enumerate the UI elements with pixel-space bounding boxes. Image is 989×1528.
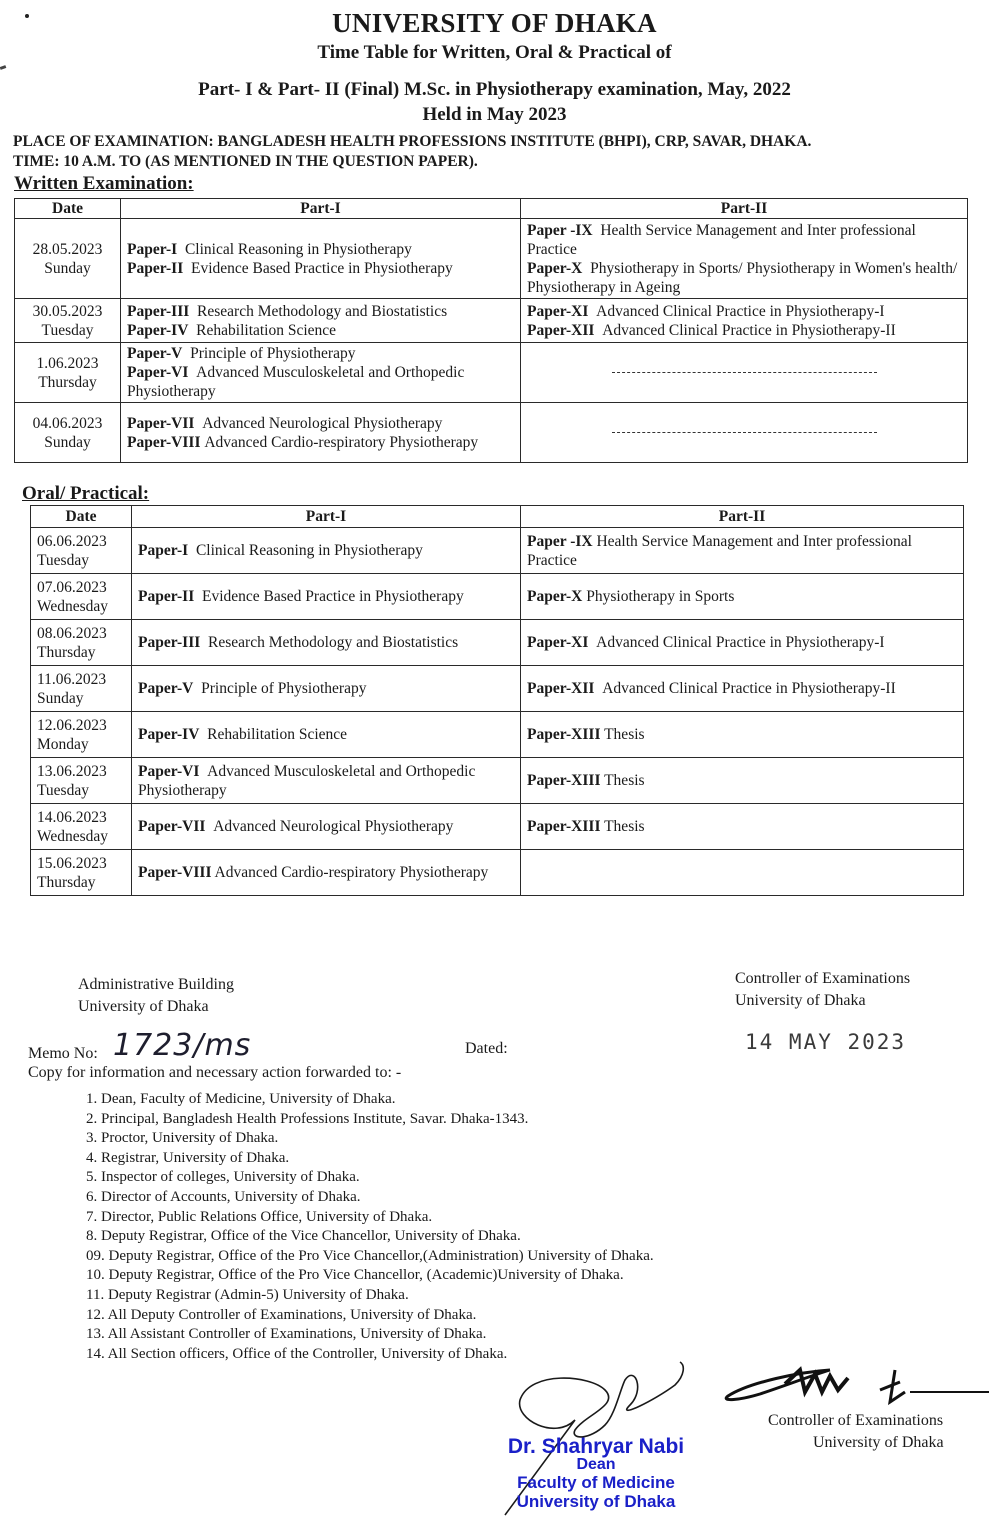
date-value: 06.06.2023	[37, 532, 107, 550]
paper-code: Paper-III	[127, 302, 190, 320]
paper-title: Physiotherapy in Sports/ Physiotherapy in Women's health/ Physiotherapy in Ageing	[527, 259, 958, 296]
part2-cell	[521, 528, 964, 574]
paper-title: Clinical Reasoning in Physiotherapy	[184, 240, 412, 258]
list-item: 6. Director of Accounts, University of Dhaka.	[86, 1188, 361, 1205]
date-value: 11.06.2023	[37, 670, 107, 688]
day-value: Monday	[37, 735, 89, 753]
controller-line-1: Controller of Examinations	[735, 970, 911, 987]
copy-forward-note: Copy for information and necessary action forwarded to: -	[28, 1064, 402, 1081]
part2-cell-empty	[521, 343, 968, 403]
table-row	[15, 403, 968, 463]
paper-title: Research Methodology and Biostatistics	[197, 302, 448, 320]
date-value: 12.06.2023	[37, 716, 107, 734]
part1-cell	[132, 758, 521, 804]
paper-title: Health Service Management and Inter professional Practice	[527, 532, 912, 569]
part2-cell	[521, 758, 964, 804]
paper-title: Advanced Clinical Practice in Physiotherapy-I	[596, 634, 885, 651]
subtitle-program: Part- I & Part- II (Final) M.Sc. in Physiotherapy examination, May, 2022	[198, 79, 791, 100]
part1-cell	[132, 666, 521, 712]
list-item: 3. Proctor, University of Dhaka.	[86, 1130, 279, 1147]
paper-code: Paper-XI	[527, 634, 589, 651]
paper-title: Thesis	[604, 772, 645, 789]
day-value: Sunday	[37, 689, 84, 707]
dean-stamp-faculty: Faculty of Medicine	[517, 1473, 675, 1492]
address-line-1: Administrative Building	[78, 976, 234, 993]
list-item: 09. Deputy Registrar, Office of the Pro Vice Chancellor,(Administration) University of Dhaka.	[86, 1247, 654, 1264]
paper-code: Paper -IX	[527, 532, 593, 550]
memo-number-handwritten: 1723/ms	[113, 1028, 252, 1063]
oral-practical-heading: Oral/ Practical:	[22, 483, 150, 504]
table-row	[15, 343, 968, 403]
date-value: 08.06.2023	[37, 624, 107, 642]
list-item: 4. Registrar, University of Dhaka.	[86, 1149, 290, 1166]
paper-title: Rehabilitation Science	[196, 321, 337, 339]
paper-code: Paper-VII	[138, 818, 206, 835]
list-item: 7. Director, Public Relations Office, University of Dhaka.	[86, 1208, 433, 1225]
signatory-title: Controller of Examinations	[768, 1412, 944, 1429]
paper-title: Advanced Clinical Practice in Physiotherapy-II	[602, 680, 896, 697]
paper-title: Advanced Neurological Physiotherapy	[202, 414, 443, 432]
list-item: 13. All Assistant Controller of Examinations, University of Dhaka.	[86, 1326, 487, 1343]
date-stamp: 14 MAY 2023	[745, 1030, 907, 1054]
part2-cell	[521, 712, 964, 758]
paper-code: Paper-XIII	[527, 818, 601, 835]
paper-code: Paper-IV	[138, 726, 200, 743]
date-cell	[31, 850, 132, 896]
paper-title: Evidence Based Practice in Physiotherapy	[202, 588, 464, 605]
day-value: Sunday	[44, 433, 91, 451]
date-cell	[31, 758, 132, 804]
paper-code: Paper-XIII	[527, 772, 601, 789]
dated-label: Dated:	[465, 1040, 508, 1057]
dean-stamp-name: Dr. Shahryar Nabi	[507, 1435, 685, 1458]
date-cell	[15, 219, 121, 299]
controller-line-2: University of Dhaka	[735, 992, 866, 1009]
part1-cell	[132, 574, 521, 620]
paper-code: Paper-VIII	[127, 433, 201, 451]
memo-label: Memo No:	[28, 1045, 98, 1062]
controller-signature-icon	[720, 1362, 989, 1412]
paper-title: Research Methodology and Biostatistics	[208, 634, 459, 651]
day-value: Tuesday	[37, 781, 89, 799]
paper-title: Physiotherapy in Sports	[586, 588, 735, 605]
part2-cell	[521, 219, 968, 299]
date-value: 30.05.2023	[32, 302, 103, 320]
paper-title: Advanced Musculoskeletal and Orthopedic Physiotherapy	[127, 364, 465, 400]
column-header-part1: Part-I	[121, 199, 521, 219]
table-row	[31, 666, 964, 712]
paper-title: Thesis	[604, 818, 645, 835]
date-value: 07.06.2023	[37, 578, 107, 596]
address-line-2: University of Dhaka	[78, 998, 209, 1015]
no-paper-dash	[612, 432, 877, 433]
scan-edge-mark	[0, 65, 6, 70]
date-value: 1.06.2023	[36, 354, 99, 372]
date-cell	[31, 666, 132, 712]
paper-title: Thesis	[604, 726, 645, 743]
subtitle-held: Held in May 2023	[422, 104, 567, 125]
paper-code: Paper-VI	[127, 364, 189, 381]
exam-time: TIME: 10 A.M. TO (AS MENTIONED IN THE QUESTION PAPER).	[13, 153, 478, 170]
paper-code: Paper-V	[127, 345, 183, 362]
column-header-date: Date	[15, 199, 121, 219]
written-exam-table	[14, 198, 968, 463]
column-header-part1: Part-I	[132, 506, 521, 528]
paper-code: Paper-III	[138, 634, 201, 651]
paper-code: Paper-XII	[527, 680, 595, 697]
table-row	[15, 299, 968, 343]
part2-cell	[521, 804, 964, 850]
column-header-date: Date	[31, 506, 132, 528]
part1-cell	[132, 804, 521, 850]
date-cell	[15, 299, 121, 343]
date-cell	[31, 712, 132, 758]
table-header-row	[31, 506, 964, 528]
paper-code: Paper-XIII	[527, 726, 601, 743]
table-row	[31, 528, 964, 574]
paper-title: Principle of Physiotherapy	[201, 680, 367, 697]
list-item: 8. Deputy Registrar, Office of the Vice Chancellor, University of Dhaka.	[86, 1228, 521, 1245]
no-paper-dash	[612, 372, 877, 373]
list-item: 14. All Section officers, Office of the Controller, University of Dhaka.	[86, 1345, 508, 1362]
day-value: Wednesday	[37, 827, 109, 845]
part1-cell	[132, 850, 521, 896]
part1-cell	[132, 620, 521, 666]
paper-code: Paper-II	[127, 259, 184, 277]
date-cell	[31, 528, 132, 574]
table-row	[31, 850, 964, 896]
day-value: Tuesday	[41, 321, 94, 339]
paper-code: Paper-V	[138, 680, 194, 697]
day-value: Thursday	[37, 873, 96, 891]
column-header-part2: Part-II	[521, 199, 968, 219]
paper-code: Paper-VII	[127, 414, 195, 432]
date-cell	[31, 620, 132, 666]
table-row	[31, 574, 964, 620]
date-cell	[15, 403, 121, 463]
oral-practical-table	[30, 505, 964, 896]
dean-stamp-title: Dean	[576, 1456, 616, 1473]
paper-title: Advanced Neurological Physiotherapy	[213, 818, 454, 835]
paper-code: Paper-XII	[527, 321, 595, 339]
paper-code: Paper-IV	[127, 321, 189, 339]
written-exam-heading: Written Examination:	[14, 173, 194, 194]
table-row	[31, 620, 964, 666]
list-item: 12. All Deputy Controller of Examinations, University of Dhaka.	[86, 1306, 477, 1323]
paper-title: Evidence Based Practice in Physiotherapy	[191, 259, 453, 277]
list-item: 11. Deputy Registrar (Admin-5) University of Dhaka.	[86, 1286, 409, 1303]
paper-code: Paper-II	[138, 588, 195, 605]
table-row	[31, 712, 964, 758]
table-row	[31, 804, 964, 850]
part1-cell	[121, 403, 521, 463]
subtitle-timetable: Time Table for Written, Oral & Practical of	[317, 42, 672, 63]
date-cell	[31, 574, 132, 620]
paper-code: Paper-XI	[527, 302, 589, 320]
paper-title: Advanced Cardio-respiratory Physiotherapy	[204, 433, 479, 451]
part2-cell	[521, 620, 964, 666]
list-item: 1. Dean, Faculty of Medicine, University of Dhaka.	[86, 1091, 396, 1107]
part1-cell	[121, 343, 521, 403]
day-value: Thursday	[38, 373, 97, 391]
part1-cell	[132, 712, 521, 758]
paper-title: Clinical Reasoning in Physiotherapy	[195, 542, 423, 559]
column-header-part2: Part-II	[521, 506, 964, 528]
date-value: 04.06.2023	[32, 414, 103, 432]
table-row	[31, 758, 964, 804]
part2-cell-empty	[521, 403, 968, 463]
date-value: 13.06.2023	[37, 762, 107, 780]
paper-title: Advanced Cardio-respiratory Physiotherapy	[214, 864, 489, 881]
table-header-row	[15, 199, 968, 219]
place-of-examination: PLACE OF EXAMINATION: BANGLADESH HEALTH PROFESSIONS INSTITUTE (BHPI), CRP, SAVAR, DHAKA.	[13, 133, 812, 150]
paper-code: Paper-X	[527, 588, 583, 605]
paper-title: Rehabilitation Science	[207, 726, 348, 743]
day-value: Wednesday	[37, 597, 109, 615]
part2-cell-empty	[521, 850, 964, 896]
paper-code: Paper-VIII	[138, 864, 212, 881]
recipient-list	[86, 1090, 654, 1364]
paper-title: Advanced Clinical Practice in Physiotherapy-II	[602, 321, 896, 339]
part2-cell	[521, 299, 968, 343]
paper-title: Principle of Physiotherapy	[190, 345, 356, 362]
part2-cell	[521, 574, 964, 620]
date-value: 14.06.2023	[37, 808, 107, 826]
part1-cell	[132, 528, 521, 574]
date-value: 28.05.2023	[32, 240, 103, 258]
day-value: Thursday	[37, 643, 96, 661]
paper-code: Paper-X	[527, 259, 583, 277]
date-value: 15.06.2023	[37, 854, 107, 872]
paper-code: Paper-I	[138, 542, 189, 559]
paper-code: Paper-I	[127, 240, 178, 258]
list-item: 10. Deputy Registrar, Office of the Pro Vice Chancellor, (Academic)University of Dhaka.	[86, 1267, 624, 1284]
list-item: 5. Inspector of colleges, University of Dhaka.	[86, 1169, 360, 1186]
paper-code: Paper -IX	[527, 221, 593, 239]
part2-cell	[521, 666, 964, 712]
list-item: 2. Principal, Bangladesh Health Professions Institute, Savar. Dhaka-1343.	[86, 1110, 529, 1127]
dean-stamp-university: University of Dhaka	[516, 1492, 676, 1511]
paper-title: Health Service Management and Inter professional Practice	[527, 221, 916, 258]
part1-cell	[121, 219, 521, 299]
paper-title: Advanced Musculoskeletal and Orthopedic Physiotherapy	[138, 762, 476, 799]
table-row	[15, 219, 968, 299]
day-value: Tuesday	[37, 551, 89, 569]
date-cell	[31, 804, 132, 850]
signatory-university: University of Dhaka	[813, 1434, 944, 1451]
institution-title: UNIVERSITY OF DHAKA	[332, 8, 657, 38]
day-value: Sunday	[44, 259, 91, 277]
part1-cell	[121, 299, 521, 343]
paper-code: Paper-VI	[138, 762, 200, 780]
paper-title: Advanced Clinical Practice in Physiotherapy-I	[596, 302, 885, 320]
date-cell	[15, 343, 121, 403]
